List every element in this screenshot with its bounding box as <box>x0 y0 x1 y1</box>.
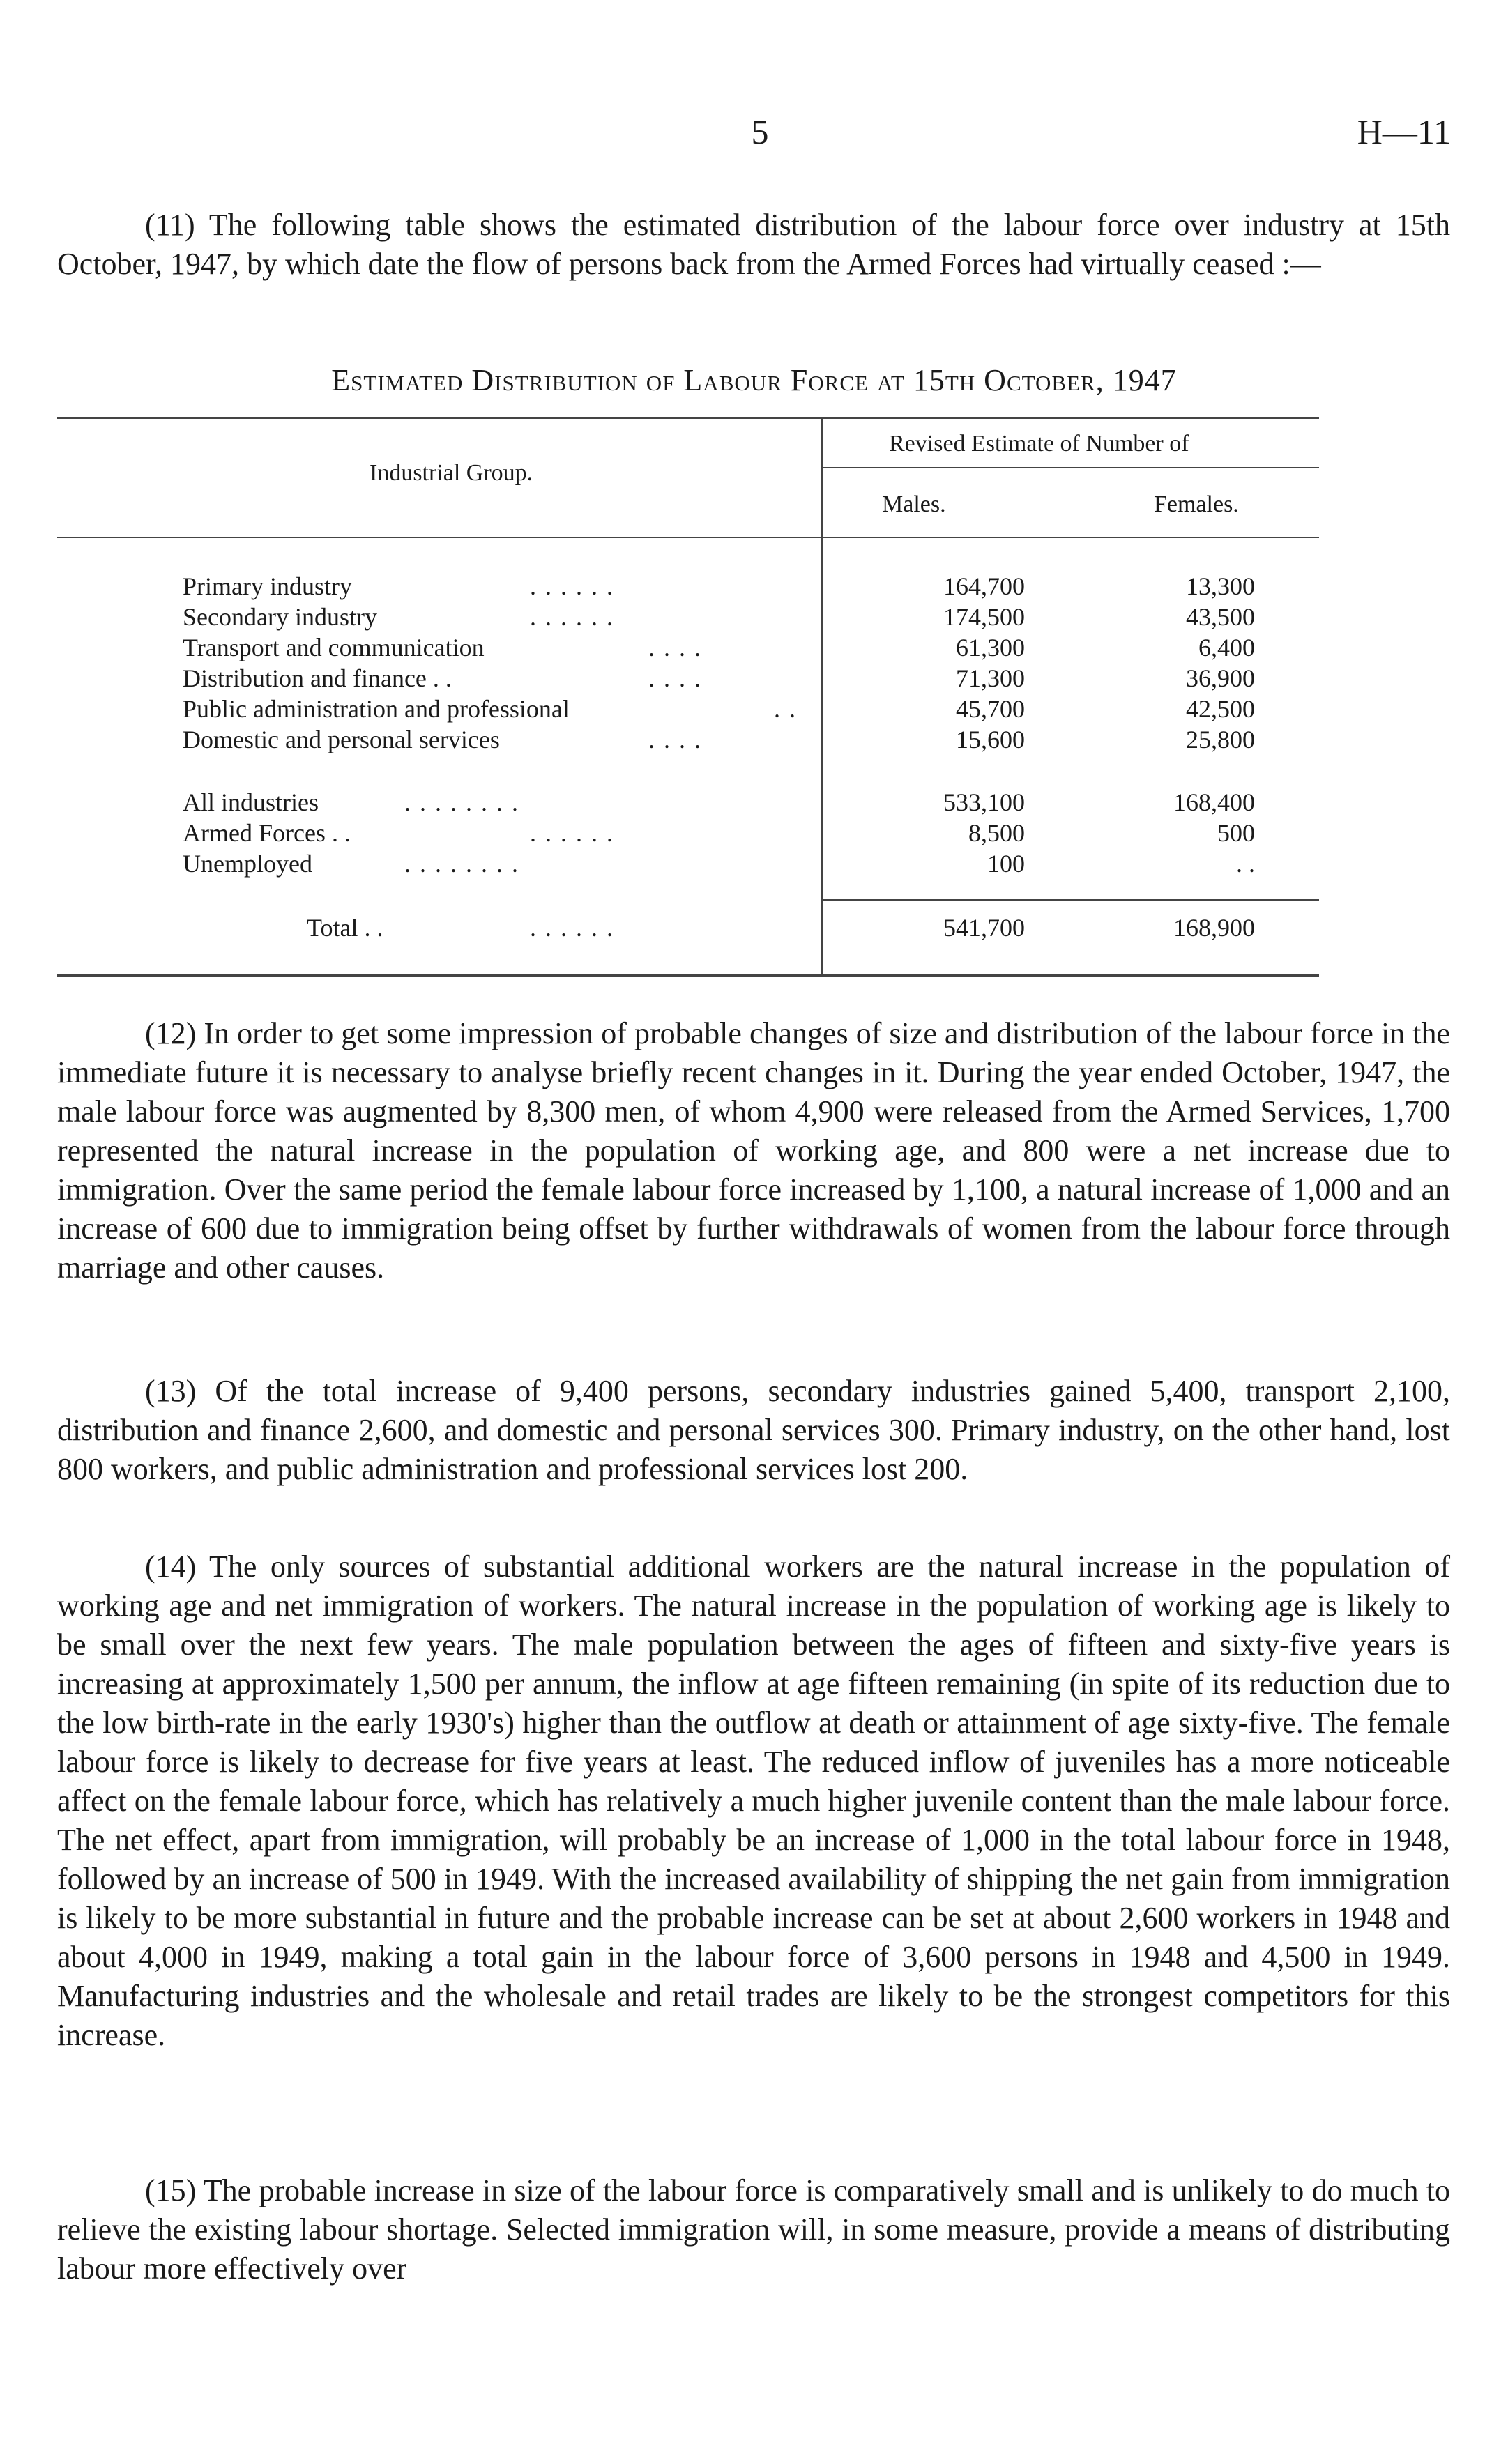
industrial-group-header: Industrial Group. <box>370 460 533 486</box>
total-top-rule <box>823 899 1319 901</box>
males-value: 71,300 <box>956 664 1025 692</box>
leader-dots: . . . . . . <box>530 572 614 600</box>
row-label: Primary industry <box>183 572 352 600</box>
males-value: 15,600 <box>956 726 1025 753</box>
leader-dots: . . . . <box>648 664 702 692</box>
row-label: Secondary industry <box>183 603 377 631</box>
row-label: Distribution and finance . . <box>183 664 452 692</box>
leader-dots: . . . . . . <box>530 603 614 631</box>
leader-dots: . . . . <box>648 726 702 753</box>
revised-estimate-header: Revised Estimate of Number of <box>889 431 1189 457</box>
leader-dots: . . . . . . <box>530 914 614 942</box>
females-value: . . <box>1236 850 1255 878</box>
males-value: 100 <box>987 850 1025 878</box>
row-label: Armed Forces . . <box>183 819 351 847</box>
total-females-value: 168,900 <box>1173 914 1255 942</box>
leader-dots: . . . . . . <box>530 819 614 847</box>
paragraph-11: (11) The following table shows the estimated distribution of the labour force over industry at 15th October, 1947, by which date the flow of persons back from the Armed Forces had virtually ceased :— <box>57 208 1450 281</box>
row-label: All industries <box>183 788 319 816</box>
paragraph-15: (15) The probable increase in size of the labour force is comparatively small and is unlikely to do much to relieve the existing labour shortage. Selected immigration will, in some measure, provide a means of distributing labour more effectively over <box>57 2173 1450 2286</box>
leader-dots: . . . . . . . . <box>404 788 519 816</box>
males-value: 533,100 <box>943 788 1025 816</box>
total-males-value: 541,700 <box>943 914 1025 942</box>
table-vertical-rule <box>821 418 823 976</box>
header-span-rule <box>823 467 1319 468</box>
table-title: Estimated Distribution of Labour Force at 15th October, 1947 <box>331 363 1177 397</box>
females-value: 168,400 <box>1173 788 1255 816</box>
males-value: 174,500 <box>943 603 1025 631</box>
row-label: Public administration and professional <box>183 695 570 723</box>
leader-dots: . . <box>774 695 797 723</box>
page-number: 5 <box>751 112 769 151</box>
females-value: 500 <box>1217 819 1255 847</box>
males-header: Males. <box>882 491 946 517</box>
leader-dots: . . . . <box>648 634 702 661</box>
paragraph-12: (12) In order to get some impression of probable changes of size and distribution of the labour force in the immediate future it is necessary to analyse briefly recent changes in it. During the year ended October, 1947, the male labour force was augmented by 8,300 men, of whom 4,900 were released from the Armed Services, 1,700 represented the natural increase in the population of working age, and 800 were a net increase due to immigration. Over the same period the female labour force increased by 1,100, a natural increase of 1,000 and an increase of 600 due to immigration being offset by further withdrawals of women from the labour force through marriage and other causes. <box>57 1016 1450 1285</box>
females-value: 13,300 <box>1186 572 1255 600</box>
row-label: Domestic and personal services <box>183 726 500 753</box>
males-value: 164,700 <box>943 572 1025 600</box>
females-value: 43,500 <box>1186 603 1255 631</box>
row-label: Unemployed <box>183 850 312 878</box>
males-value: 45,700 <box>956 695 1025 723</box>
row-label: Transport and communication <box>183 634 485 661</box>
females-value: 42,500 <box>1186 695 1255 723</box>
females-value: 25,800 <box>1186 726 1255 753</box>
header-bottom-rule <box>57 537 1319 538</box>
paragraph-13: (13) Of the total increase of 9,400 persons, secondary industries gained 5,400, transport 2,100, distribution and finance 2,600, and domestic and personal services 300. Primary industry, on the other hand, lost 800 workers, and public administration and professional services lost 200. <box>57 1374 1450 1486</box>
females-header: Females. <box>1154 491 1239 517</box>
document-reference: H—11 <box>1357 112 1451 151</box>
leader-dots: . . . . . . . . <box>404 850 519 878</box>
total-label: Total . . <box>307 914 383 942</box>
table-bottom-rule <box>57 974 1319 977</box>
paragraph-14: (14) The only sources of substantial additional workers are the natural increase in the population of working age and net immigration of workers. The natural increase in the population of working age is likely to be small over the next few years. The male population between the ages of fifteen and sixty-five years is increasing at approximately 1,500 per annum, the inflow at age fifteen remaining (in spite of its reduction due to the low birth-rate in the early 1930's) higher than the outflow at death or attainment of age sixty-five. The female labour force is likely to decrease for five years at least. The reduced inflow of juveniles has a more noticeable affect on the female labour force, which has relatively a much higher juvenile content than the male labour force. The net effect, apart from immigration, will probably be an increase of 1,000 in the total labour force in 1948, followed by an increase of 500 in 1949. With the increased availability of shipping the net gain from immigration is likely to be more substantial in future and the probable increase can be set at about 2,600 workers in 1948 and about 4,000 in 1949, making a total gain in the labour force of 3,600 persons in 1948 and 4,500 in 1949. Manufacturing industries and the wholesale and retail trades are likely to be the strongest competitors for this increase. <box>57 1549 1450 2052</box>
females-value: 6,400 <box>1198 634 1255 661</box>
males-value: 61,300 <box>956 634 1025 661</box>
males-value: 8,500 <box>968 819 1025 847</box>
table-top-rule <box>57 417 1319 419</box>
females-value: 36,900 <box>1186 664 1255 692</box>
